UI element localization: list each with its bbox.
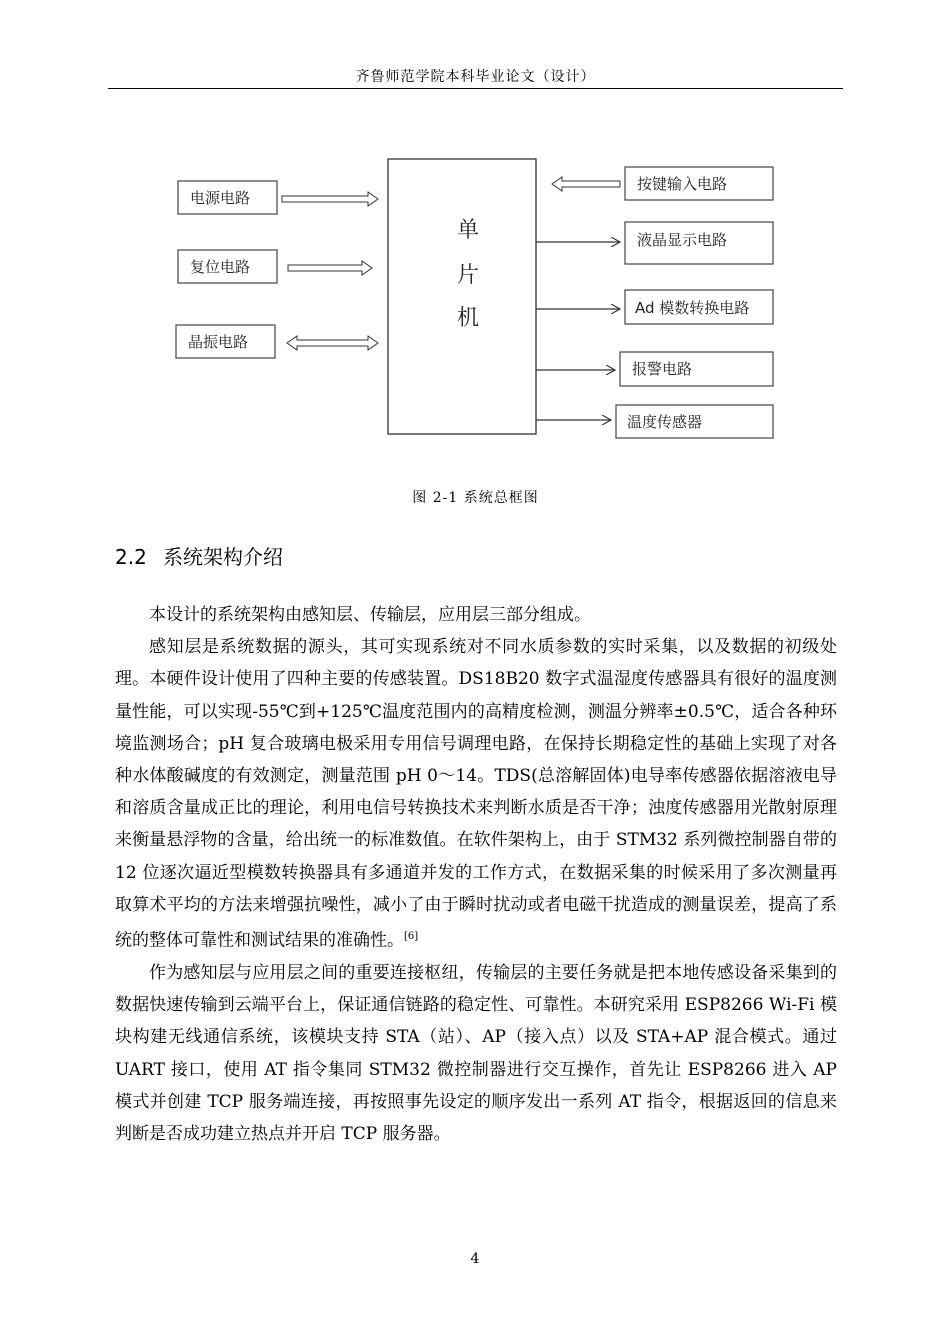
page-header: 齐鲁师范学院本科毕业论文（设计） [355,69,596,85]
paragraph [115,631,837,957]
left-block-oscillator [176,325,275,358]
right-block-adc [625,290,773,324]
page-number: 4 [470,1251,480,1267]
mcu-label-char: 片 [456,263,480,288]
right-block-temperature-sensor [616,405,773,438]
right-block-alarm [620,352,773,386]
arrow-keypad-to-mcu [552,177,620,191]
paragraph-text: 作为感知层与应用层之间的重要连接枢纽，传输层的主要任务就是把本地传感设备采集到的数据快速传输到云端平台上，保证通信链路的稳定性、可靠性。本研究采用 ESP8266 Wi-Fi 模块构建无线通信系统，该模块支持 STA（站）、AP（接入点）以及 STA+AP 混合模式。通过 UART 接口，使用 AT 指令集同 STM32 微控制器进行交互操作，首先让 ESP8266 进入 AP 模式并创建 TCP 服务端连接，再按照事先设定的顺序发出一系列 AT 指令，根据返回的信息来判断是否成功建立热点并开启 TCP 服务器。 [115,962,837,1144]
block-label: 复位电路 [190,258,251,276]
block-label: 晶振电路 [188,333,249,351]
block-label: 温度传感器 [627,413,703,431]
paragraph [115,599,837,631]
left-block-power [178,181,277,214]
paragraph [115,957,837,1150]
section-number: 2.2 [115,545,147,569]
section-title: 系统架构介绍 [163,545,283,569]
mcu-block [388,159,536,434]
paragraph-text: 感知层是系统数据的源头，其可实现系统对不同水质参数的实时采集，以及数据的初级处理。本硬件设计使用了四种主要的传感装置。DS18B20 数字式温湿度传感器具有很好的温度测量性能，可以实现-55℃到+125℃温度范围内的高精度检测，测温分辨率±0.5℃，适合各种环境监测场合；pH 复合玻璃电极采用专用信号调理电路，在保持长期稳定性的基础上实现了对各种水体酸碱度的有效测定，测量范围 pH 0～14。TDS(总溶解固体)电导率传感器依据溶液电导和溶质含量成正比的理论，利用电信号转换技术来判断水质是否干净；浊度传感器用光散射原理来衡量悬浮物的含量，给出统一的标准数值。在软件架构上，由于 STM32 系列微控制器自带的 12 位逐次逼近型模数转换器具有多通道并发的工作方式，在数据采集的时候采用了多次测量再取算术平均的方法来增强抗噪性，减小了由于瞬时扰动或者电磁干扰造成的测量误差，提高了系统的整体可靠性和测试结果的准确性。 [115,637,837,951]
section-heading [115,541,283,570]
paragraph-text: 本设计的系统架构由感知层、传输层，应用层三部分组成。 [149,605,591,625]
block-label: 报警电路 [632,360,693,378]
arrow-power-to-mcu [282,192,378,206]
right-block-lcd [625,222,773,264]
mcu-label-char: 机 [456,306,480,331]
block-label: 按键输入电路 [637,175,728,193]
arrow-oscillator-bidirectional [287,336,378,350]
block-label: 电源电路 [190,189,251,207]
body-text [115,599,837,1150]
block-label: Ad 模数转换电路 [635,299,750,317]
left-block-reset [178,250,277,283]
arrow-reset-to-mcu [288,261,372,275]
system-block-diagram [0,0,950,520]
citation-marker: [6] [404,931,419,943]
figure-caption: 图 2-1 系统总框图 [412,490,539,506]
mcu-label-char: 单 [456,218,480,243]
right-block-keypad [625,167,773,200]
block-label: 液晶显示电路 [637,231,728,249]
